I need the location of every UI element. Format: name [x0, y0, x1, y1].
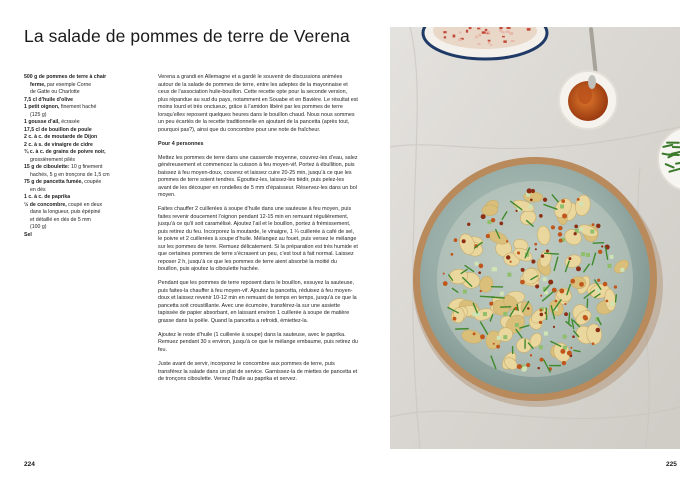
photo-illustration	[390, 27, 680, 449]
paprika-pancetta-crumb	[480, 334, 485, 339]
paprika-pancetta-crumb	[576, 266, 581, 271]
ingredient-line	[24, 127, 142, 135]
pancetta-bit	[490, 44, 492, 46]
page-title: La salade de pommes de terre de Verena	[24, 26, 350, 46]
cucumber-dice	[487, 220, 491, 224]
cucumber-dice	[579, 227, 583, 231]
chive-snip	[456, 329, 468, 330]
paprika-pancetta-crumb	[583, 315, 587, 319]
ingredient-line	[24, 194, 142, 202]
paprika-pancetta-crumb	[534, 243, 537, 246]
paprika-pancetta-crumb	[530, 198, 533, 201]
ingredient-note: grossièrement pilés	[30, 156, 75, 163]
paprika-pancetta-crumb	[574, 232, 577, 235]
ingredient-line	[24, 172, 142, 180]
cucumber-dice	[596, 288, 600, 292]
paprika-pancetta-crumb	[515, 210, 517, 212]
method-step: Ajoutez le reste d’huile (1 cuillerée à soupe) dans la sauteuse, avec le paprika. Remuez pendant 30 s environ, jusqu’à ce que le mélange embaume, puis retirez du feu.	[158, 331, 358, 353]
cucumber-dice	[586, 253, 590, 257]
paprika-pancetta-crumb	[603, 282, 608, 287]
ingredient-note: finement haché	[59, 104, 97, 110]
pancetta-bit	[466, 30, 468, 33]
paprika-pancetta-crumb	[496, 345, 500, 349]
cucumber-dice	[560, 204, 564, 208]
paprika-pancetta-crumb	[567, 351, 572, 356]
paprika-pancetta-crumb	[535, 248, 537, 250]
pancetta-bit	[443, 31, 446, 33]
paprika-pancetta-crumb	[520, 280, 525, 285]
cucumber-dice	[539, 345, 543, 349]
paprika-pancetta-crumb	[539, 321, 542, 324]
paprika-pancetta-crumb	[453, 317, 457, 321]
ingredient-note: coupée	[82, 179, 102, 185]
cucumber-dice	[503, 335, 507, 339]
chive-snip	[676, 163, 680, 164]
cucumber-dice	[463, 290, 467, 294]
paprika-pancetta-crumb	[597, 279, 600, 282]
cucumber-dice	[529, 204, 533, 208]
paprika-pancetta-crumb	[540, 358, 544, 362]
ingredient-name: 17,5 cl de bouillon de poule	[24, 126, 92, 133]
paprika-pancetta-crumb	[562, 361, 566, 365]
paprika-pancetta-crumb	[467, 223, 470, 226]
paprika-pancetta-crumb	[572, 335, 575, 338]
pancetta-bit	[507, 27, 511, 29]
paprika-pancetta-crumb	[517, 364, 522, 369]
cucumber-dice	[522, 367, 526, 371]
paprika-oil-bowl	[559, 71, 617, 129]
pancetta-bit	[488, 42, 490, 44]
cucumber-dice	[483, 312, 487, 316]
paprika-pancetta-crumb	[596, 224, 600, 228]
paprika-pancetta-crumb	[531, 189, 535, 193]
ingredient-name: Sel	[24, 231, 32, 238]
ingredient-note: écrasée	[59, 119, 80, 125]
paprika-pancetta-crumb	[531, 260, 535, 264]
paprika-pancetta-crumb	[574, 225, 578, 229]
paprika-pancetta-crumb	[570, 347, 572, 349]
paprika-pancetta-crumb	[443, 273, 445, 275]
ingredient-line	[24, 149, 142, 157]
paprika-pancetta-crumb	[579, 282, 584, 287]
paprika-pancetta-crumb	[543, 198, 547, 202]
ingredient-line	[24, 104, 142, 112]
paprika-pancetta-crumb	[569, 257, 572, 260]
pancetta-bit	[488, 32, 490, 34]
ingredient-line	[24, 209, 142, 217]
ingredient-list	[24, 74, 142, 239]
paprika-pancetta-crumb	[598, 250, 602, 254]
pancetta-bit	[511, 40, 515, 42]
ingredient-name: 15 g de ciboulette:	[24, 164, 70, 170]
paprika-pancetta-crumb	[535, 284, 539, 288]
ingredient-note: coupé en deux	[66, 201, 103, 208]
paprika-pancetta-crumb	[539, 214, 543, 218]
ingredient-line	[24, 217, 142, 225]
ingredient-name: ½ de concombre,	[24, 201, 67, 208]
cucumber-dice	[503, 312, 507, 316]
paprika-pancetta-crumb	[493, 343, 495, 345]
paprika-pancetta-crumb	[521, 268, 525, 272]
ingredient-note: hachés, 5 g en tronçons de 1,5 cm	[30, 171, 110, 178]
cucumber-dice	[475, 262, 479, 266]
ingredient-name: 2 c. à s. de vinaigre de cidre	[24, 141, 93, 148]
ingredient-name: 7,5 cl d’huile d’olive	[24, 96, 74, 103]
method-step: Juste avant de servir, incorporez le concombre aux pommes de terre, puis transférez la salade dans un plat de service. Garnissez-la de miettes de pancetta et de tronçons ciboulette. Versez l’huile au paprika et servez.	[158, 361, 358, 383]
ingredient-note: et détaillé en dés de 5 mm	[30, 216, 91, 223]
paprika-pancetta-crumb	[506, 255, 510, 259]
ingredient-line	[24, 202, 142, 210]
paprika-pancetta-crumb	[499, 222, 503, 226]
cucumber-dice	[609, 255, 613, 259]
paprika-pancetta-crumb	[558, 226, 563, 231]
pancetta-bit	[502, 36, 505, 38]
pancetta-bit	[506, 31, 510, 33]
cucumber-dice	[507, 273, 511, 277]
paprika-pancetta-crumb	[537, 367, 539, 369]
ingredient-name: 1 c. à c. de paprika	[24, 194, 71, 200]
page-number-left: 224	[24, 461, 35, 468]
paprika-pancetta-crumb	[450, 253, 453, 256]
potato-slice	[453, 307, 464, 323]
pancetta-bit	[459, 32, 461, 34]
paprika-pancetta-crumb	[539, 309, 542, 312]
paprika-pancetta-crumb	[548, 280, 553, 285]
chive-snip	[545, 253, 559, 254]
chive-snip	[569, 313, 570, 324]
ingredient-line	[24, 134, 142, 142]
paprika-pancetta-crumb	[541, 254, 544, 257]
pancetta-bit	[469, 27, 472, 29]
cucumber-dice	[543, 277, 547, 281]
ingredient-name: 75 g de pancetta fumée,	[24, 179, 83, 185]
paprika-pancetta-crumb	[489, 302, 493, 306]
paprika-pancetta-crumb	[606, 300, 609, 303]
ingredient-note: de Gatte ou Charlotte	[30, 89, 80, 95]
ingredient-note: par exemple Corne	[45, 81, 92, 88]
cucumber-dice	[581, 252, 585, 256]
paprika-pancetta-crumb	[527, 307, 530, 310]
paprika-pancetta-crumb	[592, 223, 595, 226]
ingredient-line	[24, 164, 142, 172]
ingredient-name: ¾ c. à c. de grains de poivre noir,	[24, 149, 106, 155]
paprika-pancetta-crumb	[558, 232, 562, 236]
ingredient-line	[24, 187, 142, 195]
paprika-pancetta-crumb	[559, 239, 563, 243]
chive-snip	[616, 295, 617, 302]
pancetta-bit	[478, 34, 481, 37]
paprika-pancetta-crumb	[614, 285, 617, 288]
ingredient-name: 1 petit oignon,	[24, 104, 60, 110]
paprika-pancetta-crumb	[540, 295, 542, 297]
cucumber-dice	[610, 302, 614, 306]
page-number-right: 225	[666, 461, 677, 468]
recipe-method	[158, 74, 358, 390]
paprika-pancetta-crumb	[540, 313, 544, 317]
paprika-pancetta-crumb	[478, 271, 481, 274]
pancetta-bit	[477, 43, 480, 45]
pancetta-bit	[502, 31, 505, 33]
servings-label: Pour 4 personnes	[158, 140, 204, 147]
ingredient-line	[24, 142, 142, 150]
ingredient-name: 1 gousse d’ail,	[24, 119, 60, 125]
paprika-pancetta-crumb	[559, 289, 564, 294]
ingredient-name: 500 g de pommes de terre à chair	[24, 74, 107, 80]
intro-paragraph: Verena a grandi en Allemagne et a gardé le souvenir de discussions animées autour de la salade de pommes de terre, entre les adeptes de la mayonnaise et ceux de l’association huile-bouillon. Cette recette opte pour la seconde version, plus répandue au sud du pays, notamment en Souabe et en Bavière. Le résultat est moins lourd et très onctueux, grâce à l’amidon libéré par les pommes de terre lorsqu’elles reposent quelques heures dans le bouillon chaud. Nous nous sommes un peu écartés de la recette traditionnelle en ajoutant de la pancetta (après tout, pourquoi pas?), ainsi que du concombre pour une note de fraîcheur.	[158, 74, 358, 133]
paprika-pancetta-crumb	[506, 240, 508, 242]
pancetta-bit	[499, 27, 502, 29]
paprika-pancetta-crumb	[596, 328, 600, 332]
cucumber-dice	[544, 332, 548, 336]
paprika-pancetta-crumb	[462, 239, 466, 243]
paprika-pancetta-crumb	[480, 290, 482, 292]
pancetta-bit	[477, 28, 480, 30]
paprika-pancetta-crumb	[553, 326, 555, 328]
ingredient-line	[24, 82, 142, 90]
paprika-pancetta-crumb	[486, 234, 490, 238]
ingredient-note: en dés	[30, 186, 46, 193]
paprika-pancetta-crumb	[601, 245, 603, 247]
pancetta-bit	[475, 36, 477, 39]
paprika-pancetta-crumb	[479, 264, 484, 269]
paprika-pancetta-crumb	[491, 218, 495, 222]
cucumber-dice	[590, 230, 594, 234]
pancetta-bit	[482, 31, 486, 33]
ingredient-name: ferme,	[30, 81, 46, 88]
cucumber-dice	[620, 268, 624, 272]
paprika-pancetta-crumb	[443, 281, 448, 286]
paprika-pancetta-crumb	[560, 349, 565, 354]
cucumber-dice	[607, 264, 611, 268]
chive-snip	[480, 296, 494, 297]
pancetta-bit	[458, 39, 462, 41]
method-step: Pendant que les pommes de terre reposent dans le bouillon, essuyez la sauteuse, puis faites-la chauffer à feu moyen-vif. Ajoutez la pancetta, réduisez à feu moyen-doux et laissez revenir 10-12 min en remuant de temps en temps, jusqu’à ce que la pancetta soit croustillante. Avec une écumoire, transférez-la sur une assiette tapissée de papier absorbant, en laissant environ 1 cuillerée à soupe de matière grasse dans la poêle. Quand la pancetta a refroidi, émiettez-la.	[158, 280, 357, 324]
pancetta-bit	[444, 36, 446, 38]
cucumber-dice	[472, 312, 476, 316]
paprika-pancetta-crumb	[577, 198, 580, 201]
cucumber-dice	[579, 202, 583, 206]
paprika-pancetta-crumb	[561, 199, 565, 203]
paprika-pancetta-crumb	[570, 279, 575, 284]
ingredient-line	[24, 89, 142, 97]
pancetta-bit	[509, 32, 513, 35]
cucumber-dice	[500, 292, 504, 296]
ingredient-note: (125 g)	[30, 111, 47, 118]
ingredient-line	[24, 232, 142, 240]
cucumber-dice	[492, 267, 496, 271]
paprika-pancetta-crumb	[454, 238, 458, 242]
paprika-pancetta-crumb	[546, 250, 549, 253]
paprika-pancetta-crumb	[510, 261, 512, 263]
method-step: Faites chauffer 2 cuillerées à soupe d’huile dans une sauteuse à feu moyen, puis faites revenir doucement l’oignon pendant 12-15 min en remuant régulièrement, jusqu’à ce qu’il soit caramélisé. Ajoutez l’ail et le bouillon, portez à frémissement, puis retirez du feu. Incorporez la moutarde, le vinaigre, 1 ¼ cuillerée à café de sel, le poivre et 2 cuillerées à soupe d’huile. Mélangez au fouet, puis versez le mélange sur les pommes de terre. Remuez délicatement. Si la préparation est très humide et que certaines pommes de terre s’écrasent un peu, c’est tout à fait normal. Laissez reposer 2 h, jusqu’à ce que les pommes de terre aient absorbé la moitié du bouillon, puis ajoutez la ciboulette hachée.	[158, 206, 358, 273]
paprika-pancetta-crumb	[526, 363, 530, 367]
ingredient-line	[24, 224, 142, 232]
paprika-pancetta-crumb	[564, 312, 568, 316]
paprika-pancetta-crumb	[517, 251, 520, 254]
paprika-pancetta-crumb	[481, 214, 486, 219]
ingredient-note: 10 g finement	[69, 164, 103, 170]
method-step: Mettez les pommes de terre dans une casserole moyenne, couvrez-les d’eau, salez généreusement et commencez la cuisson à feu moyen-vif. Portez à ébullition, puis baissez à feu moyen-doux, couvrez et laissez cuire 20-25 min, jusqu’à ce que les pommes de terre soient tendres. Égouttez-les, laissez-les tiédir, puis pelez-les avant de les découper en rondelles de 5 mm d’épaisseur. Réservez-les dans un bol moyen.	[158, 154, 358, 199]
ingredient-line	[24, 112, 142, 120]
ingredient-note: (100 g)	[30, 224, 47, 230]
paprika-pancetta-crumb	[592, 342, 595, 345]
cucumber-dice	[515, 323, 519, 327]
paprika-pancetta-crumb	[562, 214, 567, 219]
ingredient-line	[24, 74, 142, 82]
paprika-pancetta-crumb	[530, 354, 532, 356]
ingredient-line	[24, 97, 142, 105]
paprika-pancetta-crumb	[473, 332, 476, 335]
paprika-pancetta-crumb	[564, 303, 566, 305]
pancetta-bit	[488, 40, 491, 42]
paprika-pancetta-crumb	[555, 300, 558, 303]
cucumber-dice	[563, 335, 567, 339]
salad-photo	[390, 27, 680, 449]
cucumber-dice	[497, 336, 501, 340]
pancetta-bit	[453, 35, 456, 38]
pancetta-bit	[527, 28, 531, 31]
ingredient-line	[24, 119, 142, 127]
ingredient-line	[24, 157, 142, 165]
ingredient-line	[24, 179, 142, 187]
ingredient-note: dans la longueur, puis épépiné	[30, 209, 101, 215]
pancetta-bit	[503, 40, 506, 42]
ingredient-name: 2 c. à c. de moutarde de Dijon	[24, 134, 98, 140]
paprika-pancetta-crumb	[551, 225, 555, 229]
